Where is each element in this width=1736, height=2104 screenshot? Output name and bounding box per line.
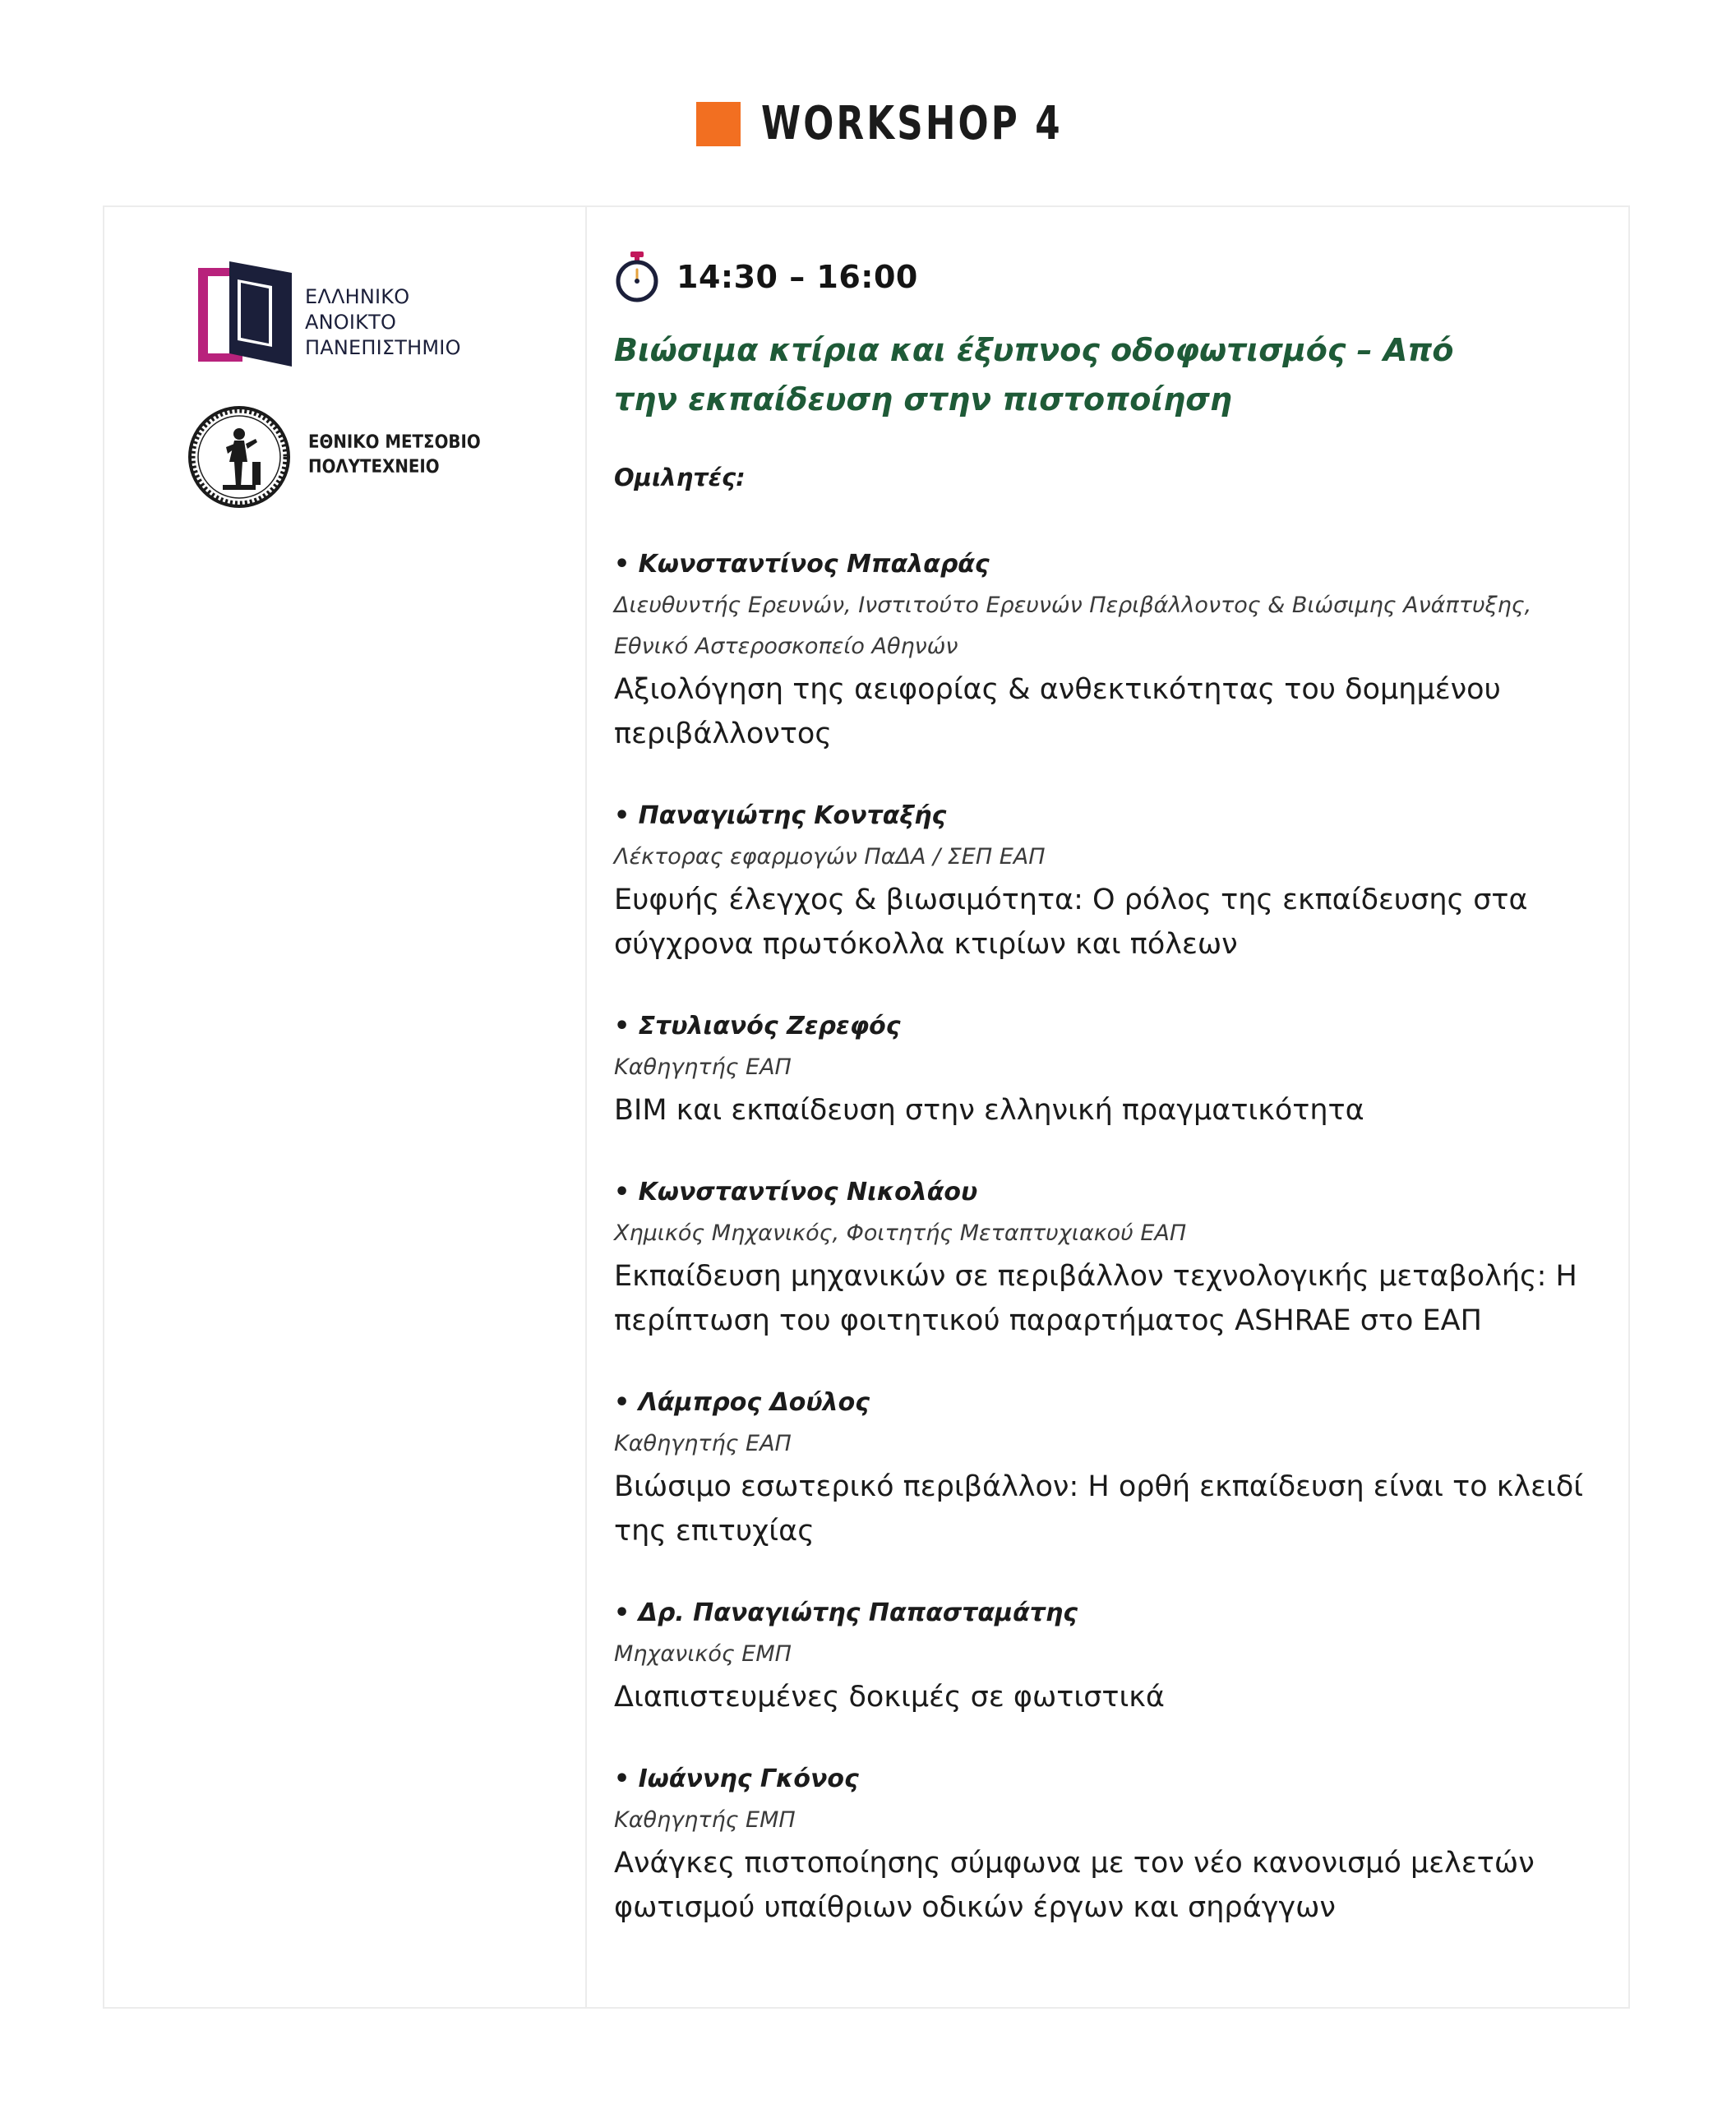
speaker-item — [614, 1382, 1600, 1553]
speaker-item — [614, 1593, 1600, 1719]
talk-title: Διαπιστευμένες δοκιμές σε φωτιστικά — [614, 1681, 1166, 1714]
talk-title: Ανάγκες πιστοποίησης σύμφωνα με τον νέο κανονισμό μελετών φωτισμού υπαίθριων οδικών έργων και σηράγγων — [614, 1847, 1535, 1924]
time-row — [614, 248, 1600, 306]
speaker-role: Μηχανικός ΕΜΠ — [614, 1641, 792, 1667]
page-header — [0, 97, 1736, 150]
speaker-item — [614, 1172, 1600, 1343]
speaker-role: Λέκτορας εφαρμογών ΠαΔΑ / ΣΕΠ ΕΑΠ — [614, 844, 1046, 870]
talk-title: Ευφυής έλεγχος & βιωσιμότητα: Ο ρόλος της εκπαίδευσης στα σύγχρονα πρωτόκολλα κτιρίων και πόλεων — [614, 884, 1528, 961]
speaker-role: Καθηγητής ΕΑΠ — [614, 1431, 792, 1456]
ntua-seal-icon — [187, 404, 293, 511]
talk-title: BIM και εκπαίδευση στην ελληνική πραγματικότητα — [614, 1094, 1364, 1127]
speaker-name: • Στυλιανός Ζερεφός — [614, 1012, 901, 1040]
speaker-role: Διευθυντής Ερευνών, Ινστιτούτο Ερευνών Περιβάλλοντος & Βιώσιμης Ανάπτυξης, Εθνικό Αστεροσκοπείο Αθηνών — [614, 593, 1532, 659]
speaker-item — [614, 1759, 1600, 1930]
speaker-item — [614, 544, 1600, 756]
ntua-logo-text: ΕΘΝΙΚΟ ΜΕΤΣΟΒΙΟ ΠΟΛΥΤΕΧΝΕΙΟ — [308, 432, 481, 478]
session-time: 14:30 – 16:00 — [676, 259, 918, 295]
speakers-label: Ομιλητές: — [614, 464, 746, 491]
eap-logo-icon — [193, 261, 300, 368]
speaker-name: • Παναγιώτης Κονταξής — [614, 801, 947, 830]
ntua-logo — [187, 404, 515, 511]
speaker-role: Χημικός Μηχανικός, Φοιτητής Μεταπτυχιακού ΕΑΠ — [614, 1220, 1187, 1246]
talk-title: Αξιολόγηση της αειφορίας & ανθεκτικότητας του δομημένου περιβάλλοντος — [614, 673, 1501, 750]
session-title: Βιώσιμα κτίρια και έξυπνος οδοφωτισμός – Από την εκπαίδευση στην πιστοποίηση — [614, 332, 1454, 418]
session-content — [614, 248, 1600, 1930]
eap-logo — [193, 261, 489, 368]
speaker-role: Καθηγητής ΕΑΠ — [614, 1054, 792, 1080]
workshop-card — [103, 205, 1630, 2009]
talk-title: Εκπαίδευση μηχανικών σε περιβάλλον τεχνολογικής μεταβολής: Η περίπτωση του φοιτητικού παραρτήματος ASHRAE στο ΕΑΠ — [614, 1260, 1577, 1337]
speaker-role: Καθηγητής ΕΜΠ — [614, 1807, 796, 1833]
speaker-name: • Λάμπρος Δούλος — [614, 1388, 870, 1417]
speaker-item — [614, 1006, 1600, 1133]
speaker-name: • Κωνσταντίνος Μπαλαράς — [614, 550, 990, 579]
stopwatch-icon — [614, 251, 660, 302]
speaker-name: • Ιωάννης Γκόνος — [614, 1765, 859, 1793]
speaker-name: • Δρ. Παναγιώτης Παπασταμάτης — [614, 1599, 1078, 1627]
orange-square-icon — [696, 102, 741, 146]
talk-title: Βιώσιμο εσωτερικό περιβάλλον: Η ορθή εκπαίδευση είναι το κλειδί της επιτυχίας — [614, 1470, 1584, 1548]
page-title: WORKSHOP 4 — [760, 97, 1063, 150]
speaker-name: • Κωνσταντίνος Νικολάου — [614, 1178, 978, 1207]
column-divider — [585, 207, 587, 2007]
eap-logo-text: ΕΛΛΗΝΙΚΟ ΑΝΟΙΚΤΟ ΠΑΝΕΠΙΣΤΗΜΙΟ — [305, 285, 461, 359]
speaker-item — [614, 796, 1600, 967]
